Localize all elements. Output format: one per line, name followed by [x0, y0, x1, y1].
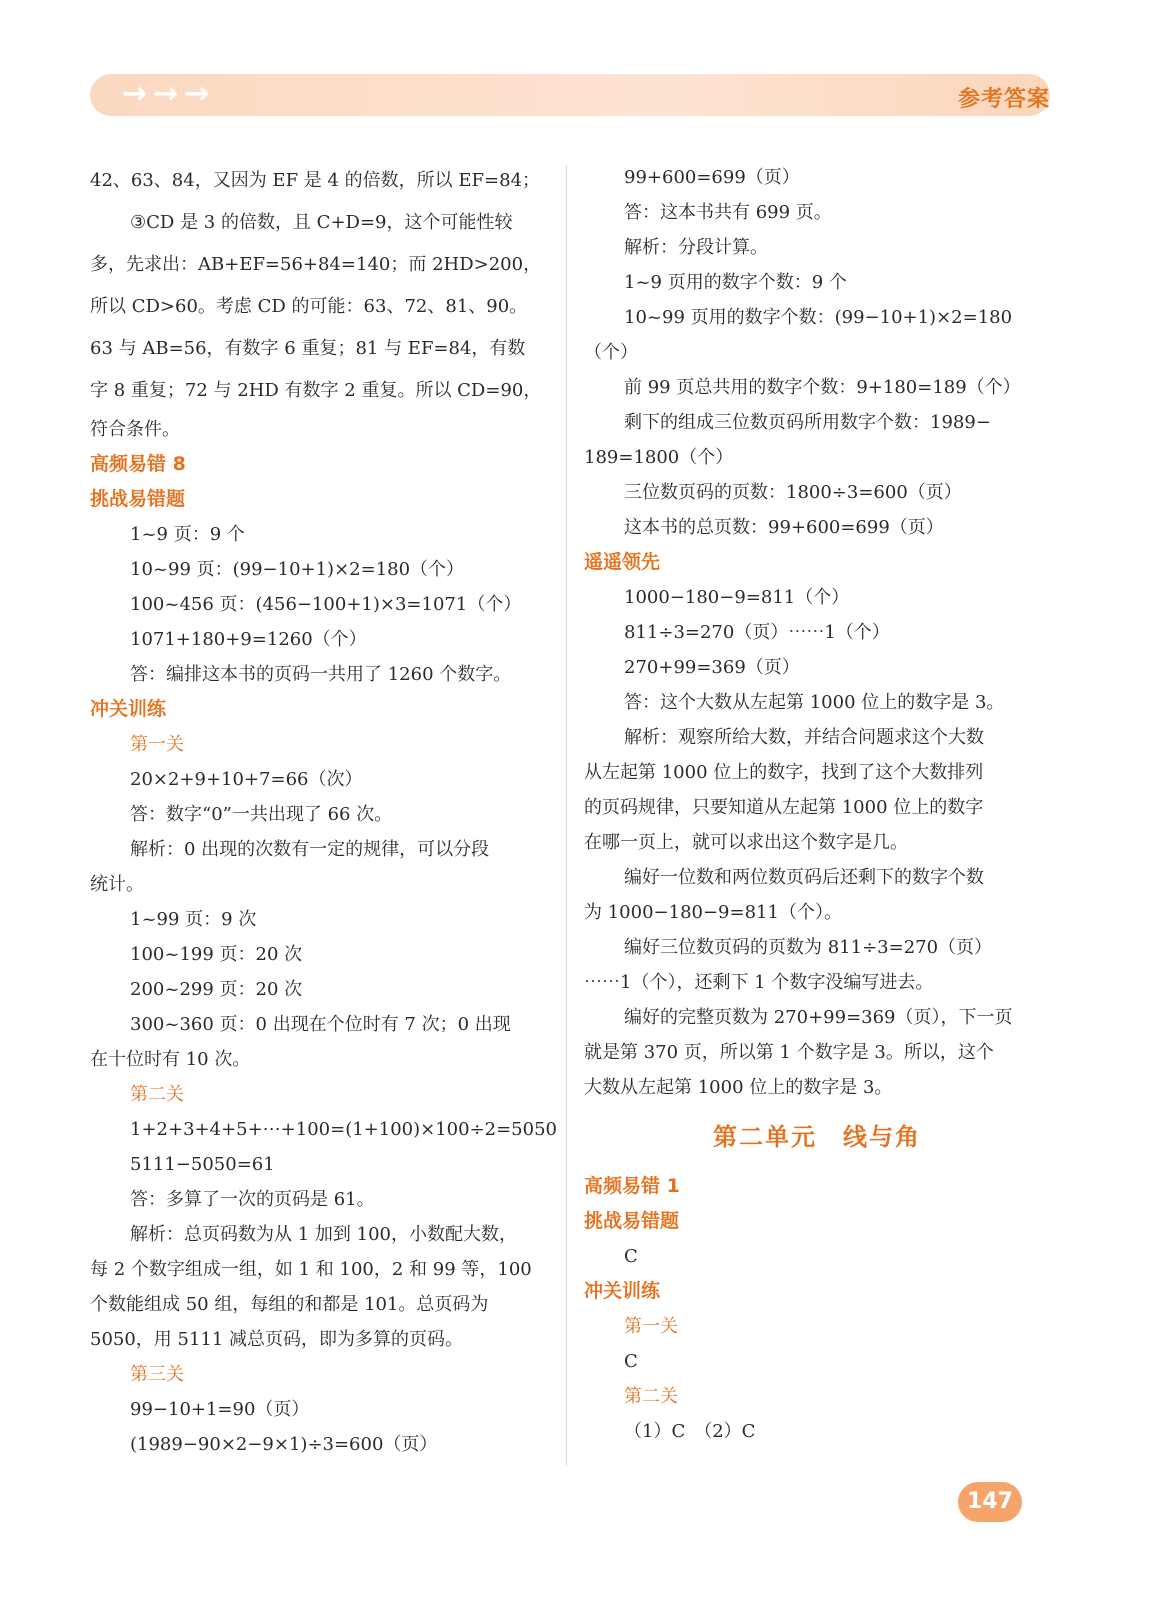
text-line: 剩下的组成三位数页码所用数字个数：1989− — [624, 412, 991, 433]
left-column — [90, 160, 556, 1462]
text-line: 在十位时有 10 次。 — [90, 1049, 251, 1070]
text-line: 的页码规律，只要知道从左起第 1000 位上的数字 — [584, 797, 984, 818]
section-heading: 第一关 — [130, 734, 184, 755]
section-title: 参考答案 — [957, 87, 1050, 112]
text-line: 从左起第 1000 位上的数字，找到了这个大数排列 — [584, 762, 984, 783]
text-line: 解析：观察所给大数，并结合问题求这个大数 — [624, 727, 984, 748]
text-line: 99+600=699（页） — [624, 167, 800, 188]
text-line: 63 与 AB=56，有数字 6 重复；81 与 EF=84，有数 — [90, 338, 526, 359]
text-line: 5050，用 5111 减总页码，即为多算的页码。 — [90, 1329, 464, 1350]
text-line: 在哪一页上，就可以求出这个数字是几。 — [584, 832, 908, 853]
text-line: 189=1800（个） — [584, 447, 734, 468]
text-line: 字 8 重复；72 与 2HD 有数字 2 重复。所以 CD=90， — [90, 380, 542, 401]
page-number: 147 — [958, 1482, 1022, 1522]
text-line: 答：编排这本书的页码一共用了 1260 个数字。 — [130, 664, 512, 685]
section-heading: 第二关 — [624, 1386, 678, 1407]
text-line: 编好的完整页数为 270+99=369（页），下一页 — [624, 1007, 1013, 1028]
arrow-icons: →→→ — [122, 76, 216, 111]
text-line: 100~199 页：20 次 — [130, 944, 303, 965]
section-heading: 遥遥领先 — [584, 551, 661, 573]
section-heading: 挑战易错题 — [584, 1210, 680, 1232]
text-line: 答：这个大数从左起第 1000 位上的数字是 3。 — [624, 692, 1005, 713]
right-column — [584, 160, 1050, 1449]
text-line: （个） — [584, 342, 638, 363]
text-line: 为 1000−180−9=811（个）。 — [584, 902, 842, 923]
text-line: 1~9 页用的数字个数：9 个 — [624, 272, 847, 293]
text-line: 10~99 页：(99−10+1)×2=180（个） — [130, 559, 465, 580]
section-heading: 高频易错 1 — [584, 1175, 680, 1197]
text-line: 大数从左起第 1000 位上的数字是 3。 — [584, 1077, 893, 1098]
text-line: 这本书的总页数：99+600=699（页） — [624, 517, 944, 538]
text-line: 解析：0 出现的次数有一定的规律，可以分段 — [130, 839, 490, 860]
section-heading: 冲关训练 — [90, 698, 167, 720]
text-line: 100~456 页：(456−100+1)×3=1071（个） — [130, 594, 522, 615]
text-line: 三位数页码的页数：1800÷3=600（页） — [624, 482, 962, 503]
text-line: 解析：分段计算。 — [624, 237, 768, 258]
text-line: 1071+180+9=1260（个） — [130, 629, 367, 650]
section-heading: 第二关 — [130, 1084, 184, 1105]
text-line: C — [624, 1246, 638, 1267]
text-line: 答：数字“0”一共出现了 66 次。 — [130, 804, 393, 825]
text-line: 300~360 页：0 出现在个位时有 7 次；0 出现 — [130, 1014, 511, 1035]
unit-title: 第二单元 线与角 — [713, 1123, 921, 1151]
section-heading: 第一关 — [624, 1316, 678, 1337]
section-heading: 第三关 — [130, 1364, 184, 1385]
text-line: ③CD 是 3 的倍数，且 C+D=9，这个可能性较 — [130, 212, 513, 233]
text-line: 1+2+3+4+5+⋯+100=(1+100)×100÷2=5050 — [130, 1119, 557, 1140]
text-line: 编好一位数和两位数页码后还剩下的数字个数 — [624, 867, 984, 888]
section-heading: 冲关训练 — [584, 1280, 661, 1302]
text-line: 个数能组成 50 组，每组的和都是 101。总页码为 — [90, 1294, 489, 1315]
text-line: 200~299 页：20 次 — [130, 979, 303, 1000]
text-line: C — [624, 1351, 638, 1372]
text-line: 所以 CD>60。考虑 CD 的可能：63、72、81、90。 — [90, 296, 528, 317]
section-heading: 挑战易错题 — [90, 488, 186, 510]
text-line: （1）C （2）C — [624, 1421, 756, 1442]
text-line: 270+99=369（页） — [624, 657, 800, 678]
text-line: 20×2+9+10+7=66（次） — [130, 769, 363, 790]
text-line: 答：多算了一次的页码是 61。 — [130, 1189, 375, 1210]
text-line: 符合条件。 — [90, 419, 180, 440]
section-heading: 高频易错 8 — [90, 453, 186, 475]
text-line: 就是第 370 页，所以第 1 个数字是 3。所以，这个 — [584, 1042, 994, 1063]
text-line: 每 2 个数字组成一组，如 1 和 100，2 和 99 等，100 — [90, 1259, 532, 1280]
text-line: 编好三位数页码的页数为 811÷3=270（页） — [624, 937, 993, 958]
text-line: ⋯⋯1（个），还剩下 1 个数字没编写进去。 — [584, 972, 934, 993]
text-line: 前 99 页总共用的数字个数：9+180=189（个） — [624, 377, 1021, 398]
text-line: 42、63、84，又因为 EF 是 4 的倍数，所以 EF=84； — [90, 170, 541, 191]
text-line: 1000−180−9=811（个） — [624, 587, 850, 608]
column-divider — [566, 165, 567, 1465]
text-line: 多，先求出：AB+EF=56+84=140；而 2HD>200， — [90, 254, 542, 275]
text-line: 答：这本书共有 699 页。 — [624, 202, 832, 223]
text-line: 99−10+1=90（页） — [130, 1399, 310, 1420]
header-band — [90, 74, 1050, 116]
text-line: 811÷3=270（页）⋯⋯1（个） — [624, 622, 890, 643]
text-line: 1~9 页：9 个 — [130, 524, 245, 545]
text-line: 5111−5050=61 — [130, 1154, 275, 1175]
text-line: 统计。 — [90, 874, 144, 895]
text-line: 1~99 页：9 次 — [130, 909, 257, 930]
text-line: (1989−90×2−9×1)÷3=600（页） — [130, 1434, 438, 1455]
text-line: 解析：总页码数为从 1 加到 100，小数配大数， — [130, 1224, 517, 1245]
text-line: 10~99 页用的数字个数：(99−10+1)×2=180 — [624, 307, 1013, 328]
